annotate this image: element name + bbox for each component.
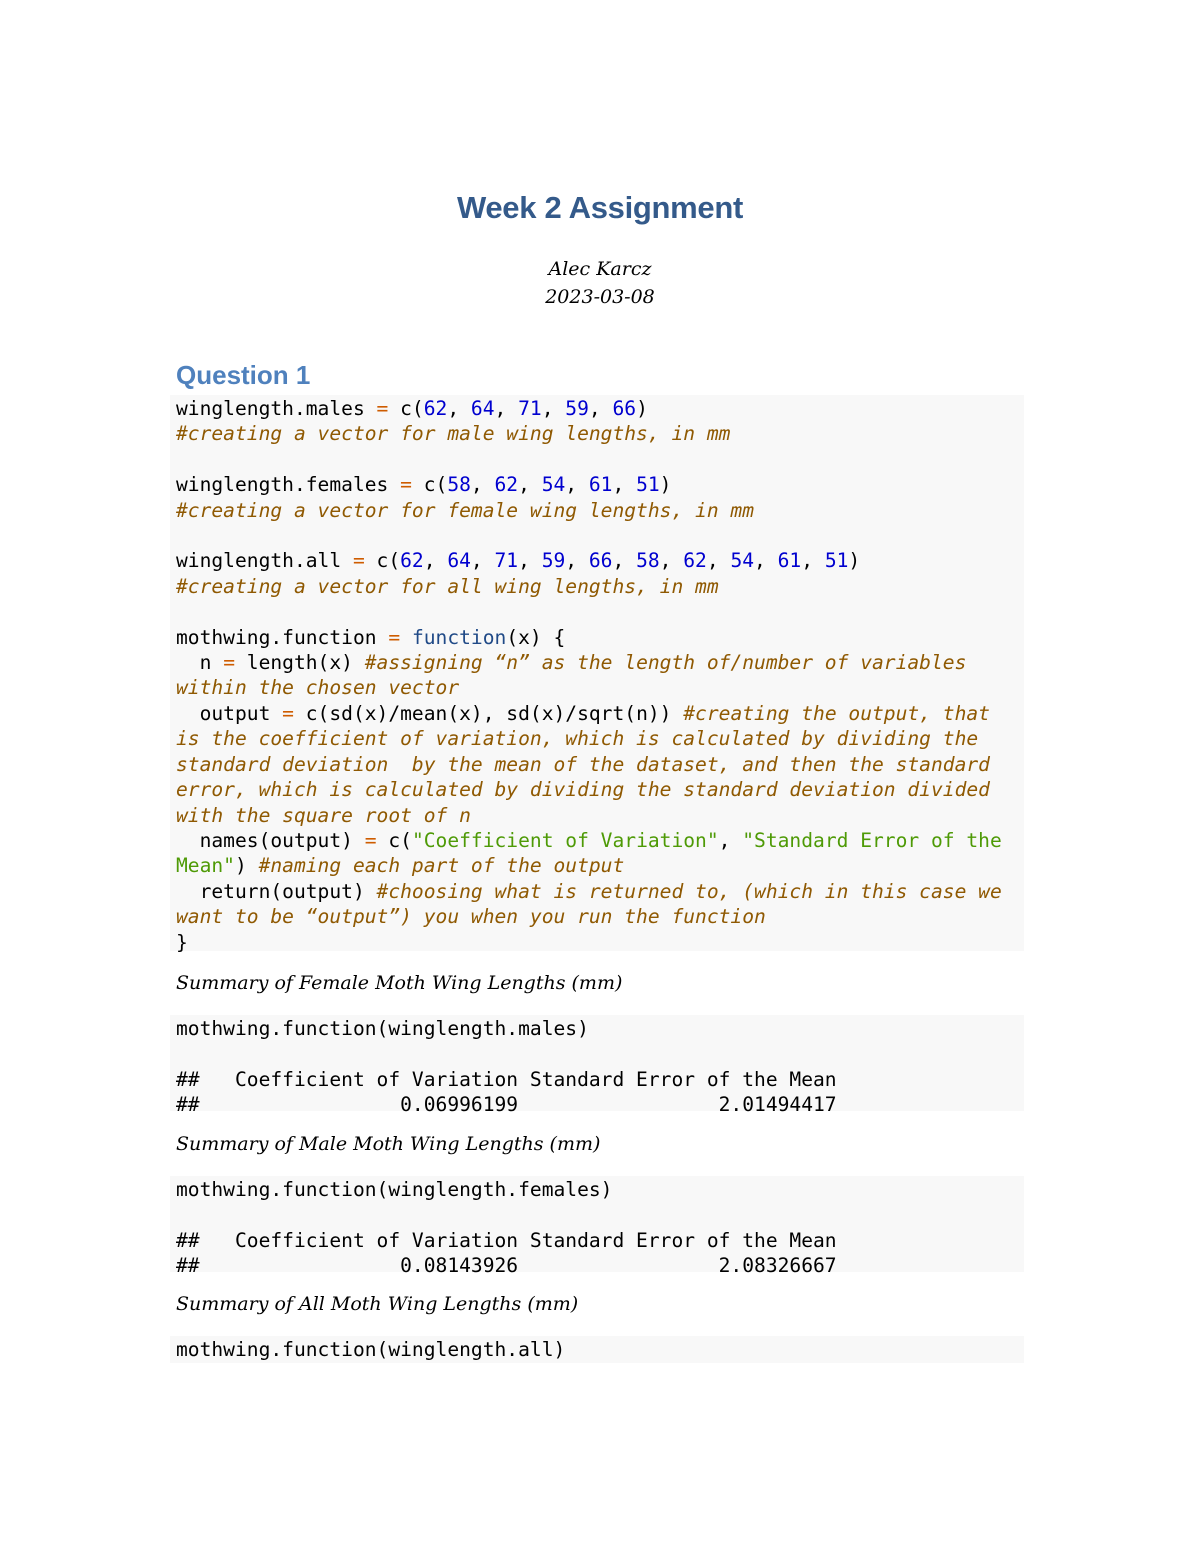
code-comment: error, which is calculated by dividing the standard deviation divided	[176, 778, 990, 802]
code-text: names(output)	[176, 828, 365, 852]
code-number: 66	[588, 549, 613, 573]
code-text: c(	[376, 828, 412, 852]
code-comment: #assigning “n” as the length of/number of variables	[364, 651, 967, 675]
document-author: Alec Karcz	[548, 258, 652, 280]
code-number: 54	[541, 473, 566, 497]
code-number: 62	[494, 473, 519, 497]
code-number: 51	[636, 473, 660, 497]
document-title: Week 2 Assignment	[456, 190, 744, 225]
code-number: 61	[588, 473, 613, 497]
code-output-values: ## 0.06996199 2.01494417	[176, 1093, 837, 1117]
code-var: winglength.all	[176, 549, 342, 573]
code-comment: #creating the output, that	[683, 701, 990, 725]
code-number: 61	[777, 549, 802, 573]
code-block-call	[170, 1176, 1024, 1278]
code-text: return(output)	[176, 879, 377, 903]
code-number: 58	[636, 549, 660, 573]
code-content	[176, 1337, 1018, 1362]
code-comment: is the coefficient of variation, which is calculated by dividing the	[176, 727, 979, 751]
code-comment: want to be “output”) you when you run the function	[176, 905, 766, 929]
code-comment: #choosing what is returned to, (which in this case we	[376, 879, 1002, 903]
summary-caption: Summary of Female Moth Wing Lengths (mm)	[176, 972, 623, 994]
code-number: 58	[447, 473, 471, 497]
code-number: 62	[683, 549, 707, 573]
code-string: Mean"	[176, 854, 235, 878]
code-content: winglength.males = c(62, 64, 71, 59, 66) #creating a vector for male wing lengths, in mm winglength.females = c(58, 62, 54, 61, 51) #creating a vector for female wing lengths, in mm winglength.all = c(62, 64, 71, 59, 66, 58, 62, 54, 61, 51) #creating a vector for all wing lengths, in mm mothwing.function = function(x) { n = length(x) #assigning “n” as the length of/number of variables within the chosen vector output = c(sd(x)/mean(x), sd(x)/sqrt(n)) #creating the output, that is the coefficient of variation, which is calculated by dividing the standard deviation by the mean of the dataset, and then the standard error, which is calculated by dividing the standard deviation divided with the square root of n names(output) = c("Coefficient of Variation", "Standard Error of the Mean") #naming each part of the output return(output) #choosing what is returned to, (which in this case we want to be “output”) you when you run the function }	[176, 397, 1002, 954]
code-call: mothwing.function(winglength.females)	[176, 1178, 613, 1201]
code-comment: with the square root of n	[176, 803, 471, 827]
code-text: length(x)	[234, 651, 365, 675]
code-text: }	[176, 930, 188, 954]
code-number: 51	[824, 549, 849, 573]
code-number: 64	[447, 549, 471, 573]
code-text: c(sd(x)/mean(x), sd(x)/sqrt(n))	[293, 701, 684, 725]
code-number: 59	[565, 397, 589, 420]
code-number: 62	[400, 549, 424, 573]
code-comment: #creating a vector for female wing lengths, in mm	[176, 498, 755, 522]
code-output-header: ## Coefficient of Variation Standard Error of the Mean	[176, 1228, 837, 1252]
code-output-values: ## 0.08143926 2.08326667	[176, 1254, 837, 1278]
summary-caption: Summary of Male Moth Wing Lengths (mm)	[176, 1133, 601, 1155]
code-var: mothwing.function	[176, 625, 377, 649]
code-output-header: ## Coefficient of Variation Standard Error of the Mean	[176, 1067, 837, 1091]
code-comment: #naming each part of the output	[258, 854, 625, 878]
code-var: winglength.females	[176, 473, 389, 497]
section-heading: Question 1	[176, 360, 311, 390]
code-comment: #creating a vector for all wing lengths, in mm	[176, 574, 719, 598]
code-number: 66	[612, 397, 637, 420]
summary-caption: Summary of All Moth Wing Lengths (mm)	[176, 1293, 579, 1315]
code-text: n	[176, 651, 224, 675]
code-string: "Standard Error of the	[742, 828, 1002, 852]
code-call: mothwing.function(winglength.all)	[176, 1338, 566, 1361]
code-comment: within the chosen vector	[176, 676, 460, 700]
code-content	[176, 1177, 1018, 1279]
code-call: mothwing.function(winglength.males)	[176, 1017, 589, 1040]
code-block-call	[170, 1336, 1024, 1363]
code-block-call	[170, 1015, 1024, 1117]
code-block-main	[170, 395, 1024, 954]
code-number: 71	[518, 397, 542, 420]
code-comment: standard deviation by the mean of the dataset, and then the standard	[176, 752, 990, 776]
code-number: 62	[423, 397, 448, 420]
code-text: output	[176, 701, 283, 725]
code-number: 54	[730, 549, 755, 573]
code-string: "Coefficient of Variation"	[411, 828, 719, 852]
code-number: 64	[470, 397, 495, 420]
code-var: winglength.males	[176, 397, 365, 420]
document-date: 2023-03-08	[545, 286, 655, 308]
code-comment: #creating a vector for male wing lengths, in mm	[176, 422, 731, 446]
code-number: 59	[541, 549, 566, 573]
code-keyword: function	[411, 625, 507, 649]
code-content	[176, 1016, 1018, 1118]
code-number: 71	[494, 549, 519, 573]
